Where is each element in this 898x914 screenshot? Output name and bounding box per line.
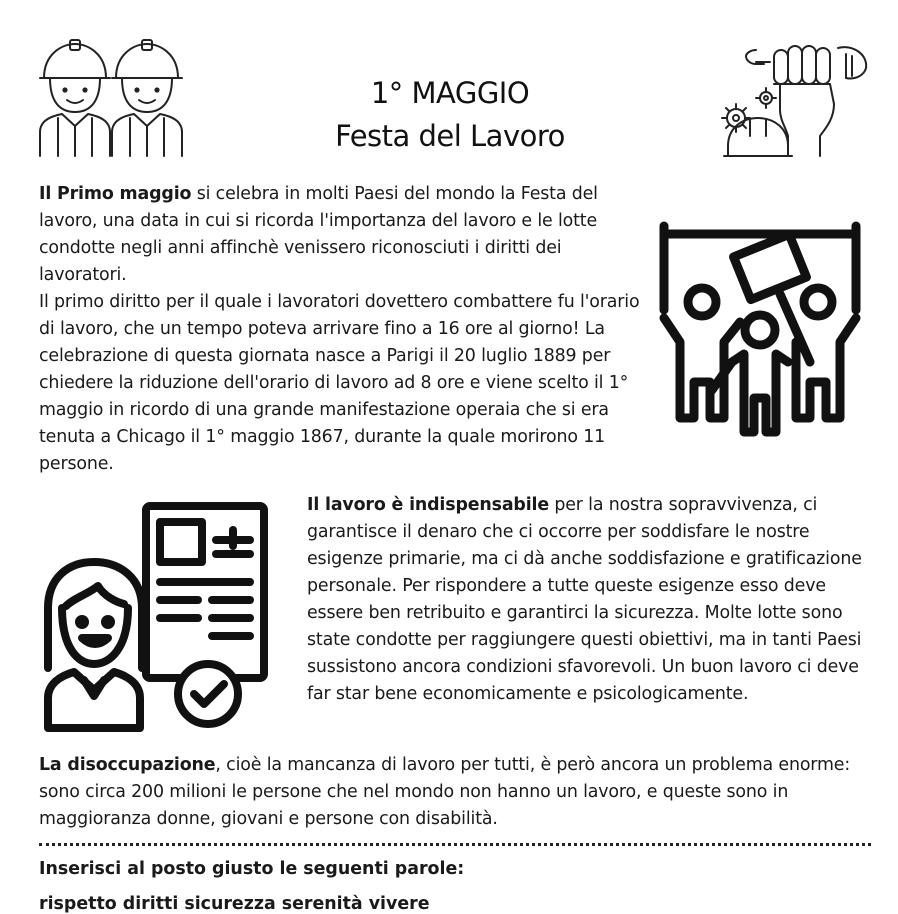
paragraph-1-bold: Il Primo maggio: [39, 184, 192, 204]
paragraph-1-text: si celebra in molti Paesi del mondo la Festa del lavoro, una data in cui si ricorda l'importanza del lavoro e le lotte condotte negli anni affinchè venissero riconosciuti i diritti dei lavoratori.: [39, 184, 598, 285]
exercise-words: rispetto diritti sicurezza serenità vivere: [39, 894, 430, 914]
paragraph-lavoro: [307, 492, 879, 708]
protest-crowd-sign-icon: [650, 222, 870, 440]
paragraph-2-bold: Il lavoro è indispensabile: [307, 495, 549, 515]
title-line-2: Festa del Lavoro: [335, 119, 565, 153]
exercise-instruction: Inserisci al posto giusto le seguenti parole:: [39, 859, 465, 879]
workers-with-helmets-icon: [38, 40, 186, 158]
paragraph-3-text: , cioè la mancanza di lavoro per tutti, è però ancora un problema enorme: sono circa 200 milioni le persone che nel mondo non hanno un lavoro, e queste sono in maggioranza donne, giovani e persone con disabilità.: [39, 755, 851, 829]
raised-fist-wrench-gears-icon: [720, 40, 872, 158]
dotted-divider: [39, 843, 871, 846]
paragraph-1-text-2: Il primo diritto per il quale i lavoratori dovettero combattere fu l'orario di lavoro, che un tempo poteva arrivare fino a 16 ore al giorno! La celebrazione di questa giornata nasce a Parigi il 20 luglio 1889 per chiedere la riduzione dell'orario di lavoro ad 8 ore e viene scelto il 1° maggio in ricordo di una grande manifestazione operaia che si era tenuta a Chicago il 1° maggio 1867, durante la quale morirono 11 persone.: [39, 292, 640, 474]
title-line-1: 1° MAGGIO: [370, 76, 530, 110]
paragraph-primo-maggio: [39, 181, 644, 478]
exercise-word-list: [39, 888, 559, 914]
paragraph-disoccupazione: [39, 752, 874, 833]
page-title: [300, 72, 600, 158]
woman-document-checkmark-icon: [38, 498, 270, 734]
paragraph-3-bold: La disoccupazione: [39, 755, 216, 775]
paragraph-2-text: per la nostra sopravvivenza, ci garantisce il denaro che ci occorre per soddisfare le nostre esigenze primarie, ma ci dà anche soddisfazione e gratificazione personale. Per rispondere a tutte queste esigenze esso deve essere ben retribuito e garantirci la sicurezza. Molte lotte sono state condotte per raggiungere questi obiettivi, ma in tanti Paesi sussistono ancora condizioni sfavorevoli. Un buon lavoro ci deve far star bene economicamente e psicologicamente.: [307, 495, 862, 704]
